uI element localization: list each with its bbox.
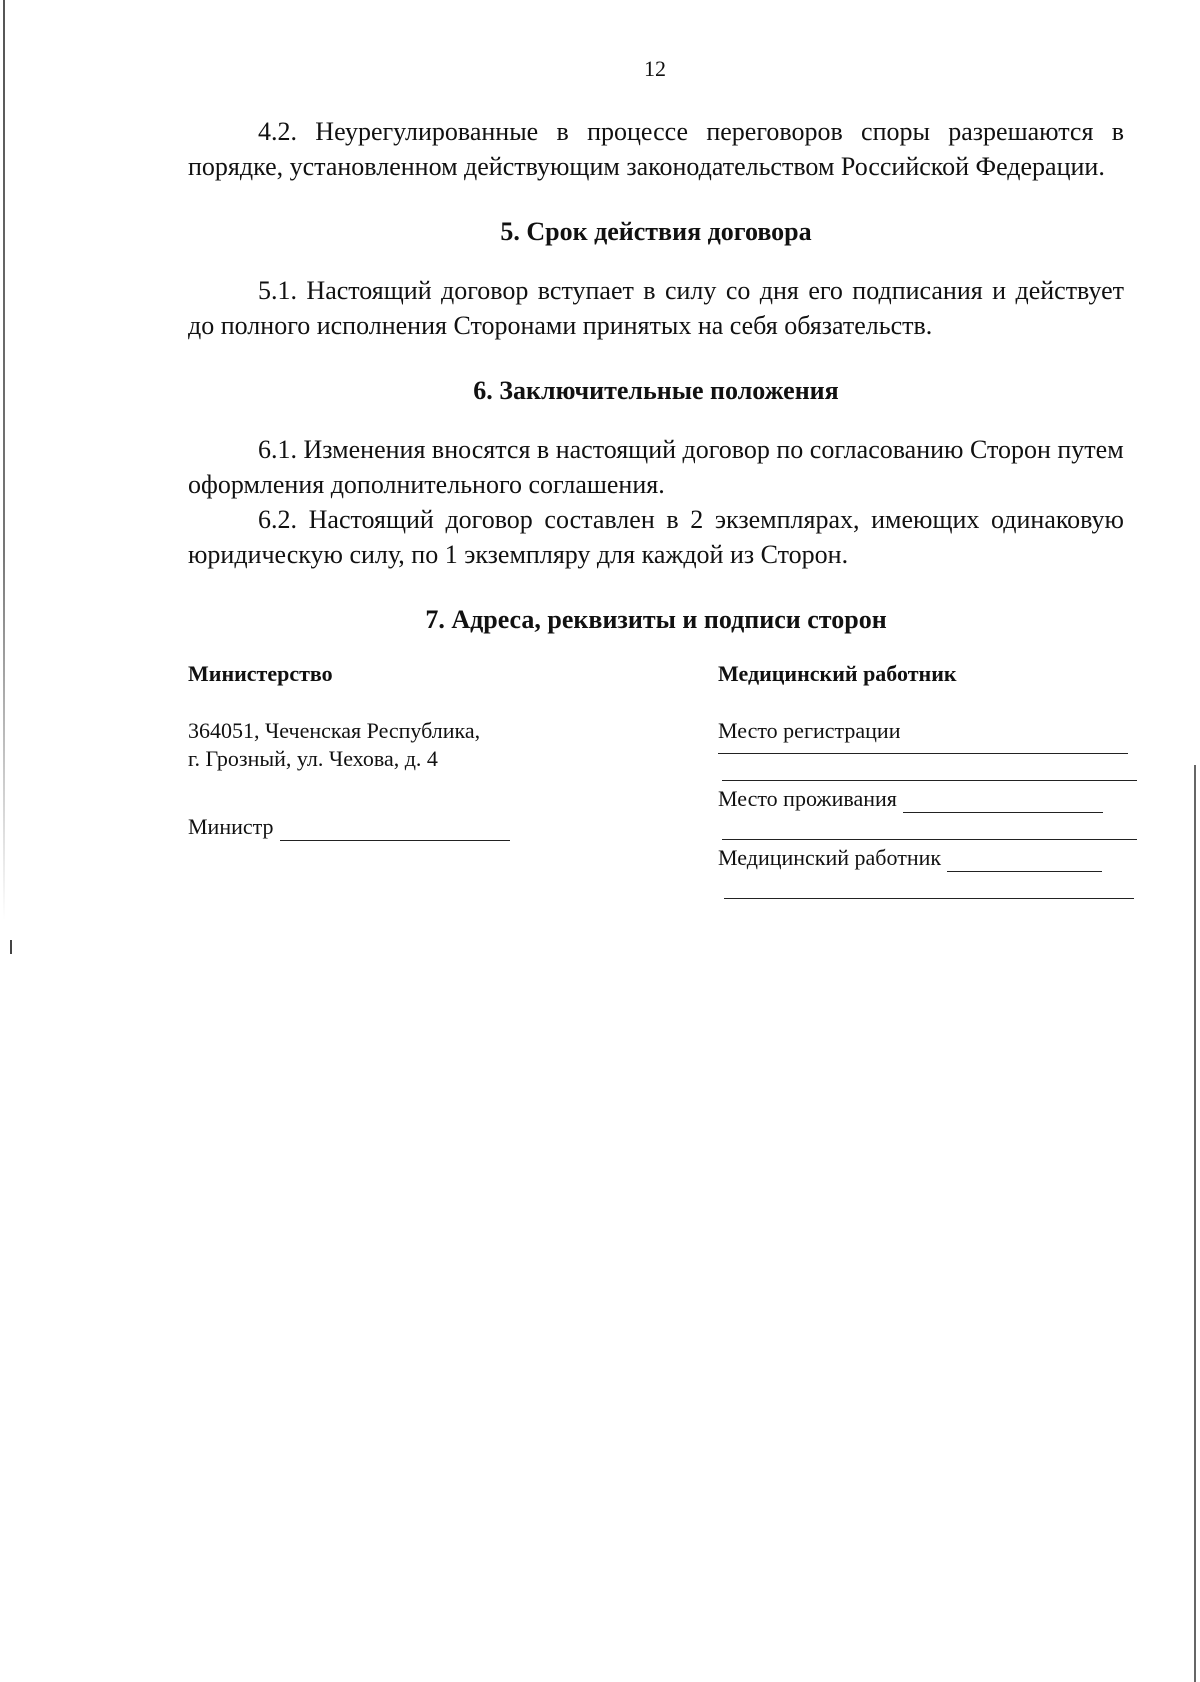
requisites-block bbox=[188, 659, 1124, 919]
medic-signature-label: Медицинский работник bbox=[718, 845, 942, 870]
residence-label: Место проживания bbox=[718, 786, 897, 811]
residence-line-2 bbox=[722, 839, 1137, 840]
minister-label: Министр bbox=[188, 814, 274, 839]
registration-label: Место регистрации bbox=[718, 718, 901, 743]
scan-edge-left bbox=[3, 0, 5, 920]
minister-signature-line bbox=[280, 820, 510, 841]
ministry-address-line-1: 364051, Чеченская Республика, bbox=[188, 718, 481, 743]
minister-signature-row bbox=[188, 813, 648, 841]
paragraph-4-2: 4.2. Неурегулированные в процессе переговоров споры разрешаются в порядке, установленном действующим законодательством Российской Федерации. bbox=[188, 117, 1124, 181]
document-body bbox=[188, 114, 1124, 919]
medic-title: Медицинский работник bbox=[718, 661, 957, 686]
ministry-address-line-2: г. Грозный, ул. Чехова, д. 4 bbox=[188, 746, 438, 771]
residence-line bbox=[903, 792, 1103, 813]
paragraph-6-1: 6.1. Изменения вносятся в настоящий договор по согласованию Сторон путем оформления дополнительного соглашения. bbox=[188, 435, 1124, 499]
paragraph-6-2: 6.2. Настоящий договор составлен в 2 экземплярах, имеющих одинаковую юридическую силу, по 1 экземпляру для каждой из Сторон. bbox=[188, 505, 1124, 569]
registration-line-2 bbox=[722, 780, 1137, 781]
scan-edge-right bbox=[1194, 765, 1196, 1682]
registration-line-1 bbox=[718, 753, 1128, 754]
page-number: 12 bbox=[644, 56, 666, 81]
scan-mark bbox=[10, 940, 12, 954]
ministry-column bbox=[188, 659, 648, 841]
section-7-heading: 7. Адреса, реквизиты и подписи сторон bbox=[425, 605, 887, 634]
residence-row bbox=[718, 785, 1138, 813]
section-5-heading: 5. Срок действия договора bbox=[500, 217, 812, 246]
medic-column bbox=[718, 659, 1138, 899]
paragraph-5-1: 5.1. Настоящий договор вступает в силу со дня его подписания и действует до полного исполнения Сторонами принятых на себя обязательств. bbox=[188, 276, 1124, 340]
ministry-title: Министерство bbox=[188, 661, 333, 686]
medic-signature-line bbox=[947, 851, 1102, 872]
section-6-heading: 6. Заключительные положения bbox=[473, 376, 839, 405]
medic-signature-line-2 bbox=[724, 898, 1134, 899]
medic-signature-row bbox=[718, 844, 1138, 872]
